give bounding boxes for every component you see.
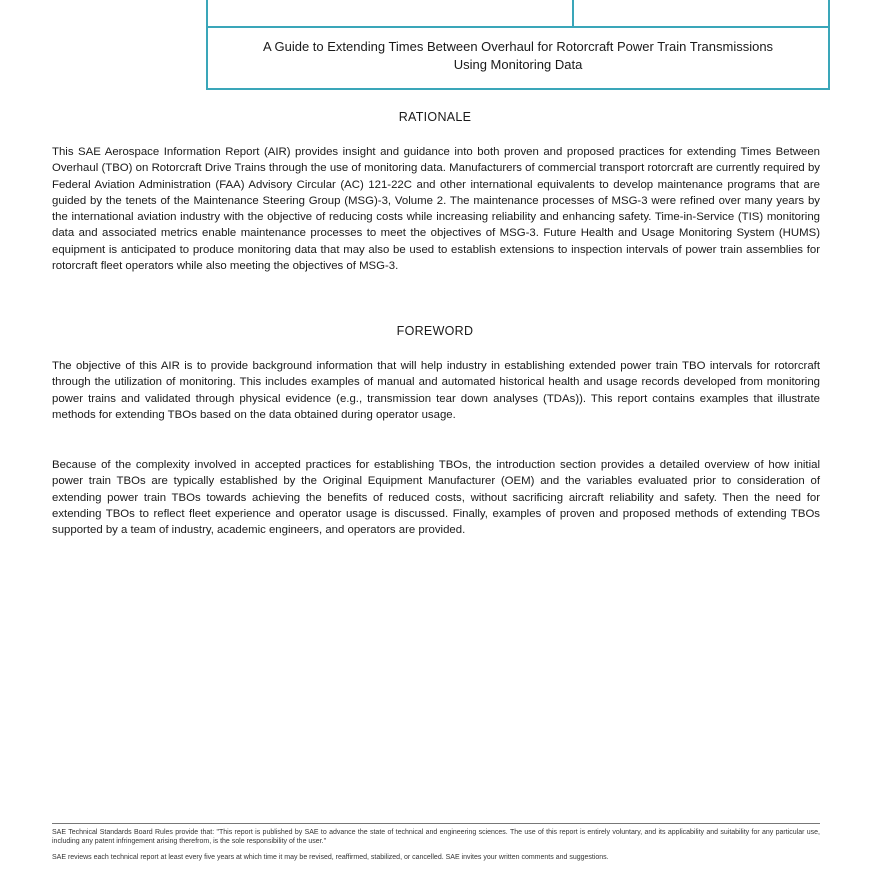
footer-divider [52,823,820,824]
foreword-paragraph-2: Because of the complexity involved in accepted practices for establishing TBOs, the introduction section provides a detailed overview of how initial power train TBOs are typically established by the Original Equipment Manufacturer (OEM) and the variables evaluated prior to consideration of extending power train TBOs towards achieving the benefits of reduced costs, without sacrificing aircraft reliability and safety. Then the need for extending TBOs to reflect fleet experience and operator usage is discussed. Finally, examples of proven and proposed methods of extending TBOs supported by a team of industry, academic engineers, and operators are provided. [52,459,820,537]
footer-terms-text: SAE Technical Standards Board Rules provide that: "This report is published by SAE to advance the state of technical and engineering sciences. The use of this report is entirely voluntary, and its applicability and suitability for any particular use, including any patent infringement arising therefrom, is the sole responsibility of the user." [52,829,820,845]
foreword-paragraph-1: The objective of this AIR is to provide background information that will help industry in establishing extended power train TBO intervals for rotorcraft through the utilization of monitoring. This includes examples of manual and automated historical health and usage records developed from monitoring power trains and validated through physical evidence (e.g., transmission tear down analyses (TDAs)). This report contains examples that illustrate methods for extending TBOs based on the data obtained during operator usage. [52,360,820,421]
header-top-left-cell [208,0,574,26]
rationale-heading: RATIONALE [398,110,472,124]
footer-review-text: SAE reviews each technical report at least every five years at which time it may be revised, reaffirmed, stabilized, or cancelled. SAE invites your written comments and suggestions. [52,854,609,861]
document-title: A Guide to Extending Times Between Overhaul for Rotorcraft Power Train Transmissions Using Monitoring Data [262,39,774,72]
document-header-box [206,0,830,90]
rationale-paragraph: This SAE Aerospace Information Report (AIR) provides insight and guidance into both proven and proposed practices for extending Times Between Overhaul (TBO) on Rotorcraft Drive Trains through the use of monitoring data. Manufacturers of commercial transport rotorcraft are currently required by Federal Aviation Administration (FAA) Advisory Circular (AC) 121-22C and other international equivalents to develop maintenance programs that are guided by the tenets of the Maintenance Steering Group (MSG)-3, Volume 2. The maintenance processes of MSG-3 were refined over many years by the international aviation industry with the objective of reducing costs while increasing reliability and enhancing safety. Time-in-Service (TIS) monitoring data and associated metrics enable maintenance processes to meet the objectives of MSG-3. Future Health and Usage Monitoring System (HUMS) equipment is anticipated to produce monitoring data that may also be used to establish extensions to inspection intervals of power train assemblies for rotorcraft fleet operators while also meeting the objectives of MSG-3. [52,146,820,273]
header-top-row [208,0,828,28]
foreword-heading: FOREWORD [396,324,474,338]
